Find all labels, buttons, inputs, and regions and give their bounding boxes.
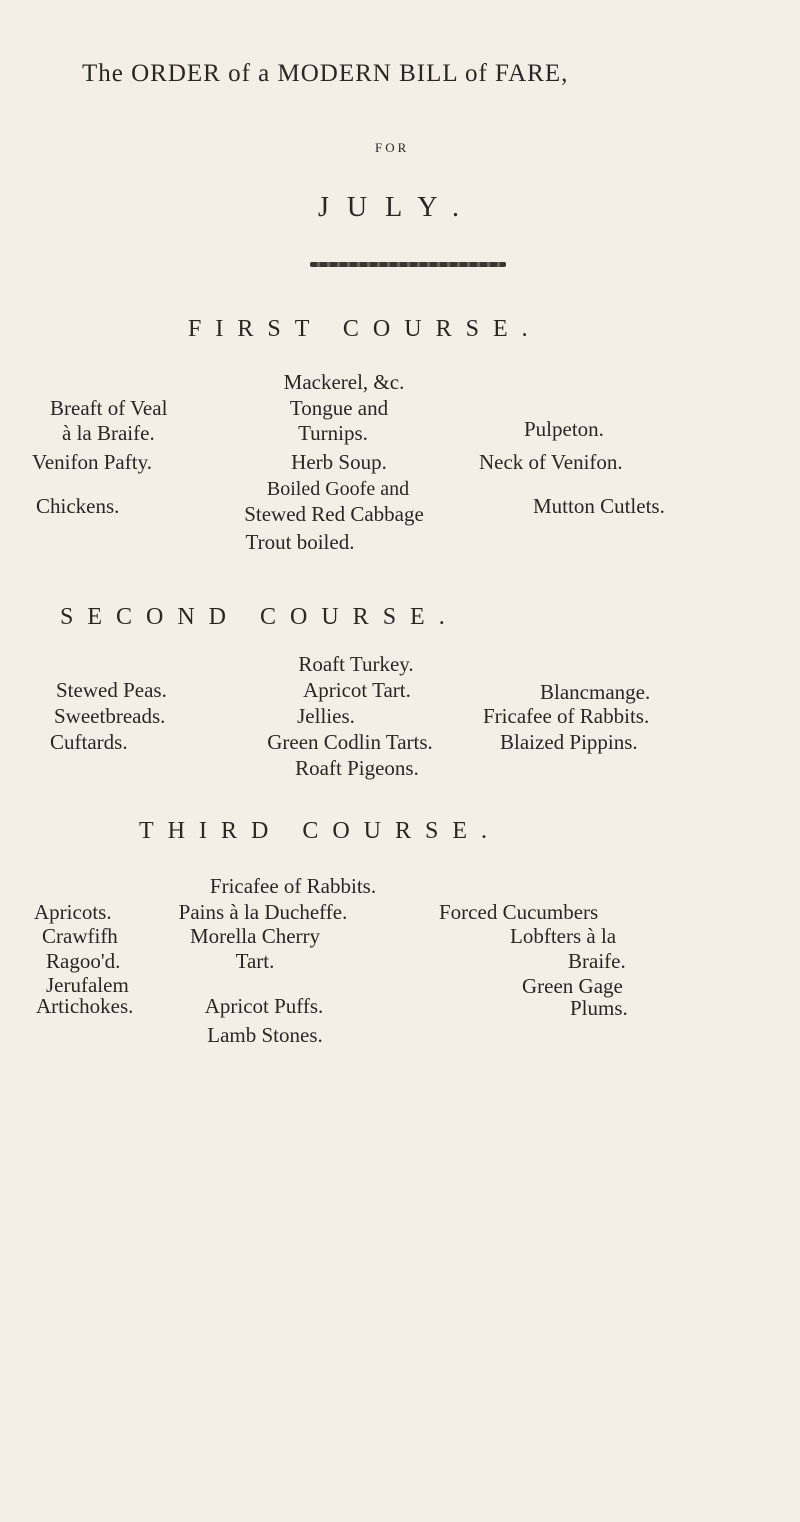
first-center-item: Tongue and <box>289 396 389 420</box>
first-center-item: Trout boiled. <box>245 530 355 554</box>
first-right-item: Pulpeton. <box>524 417 604 441</box>
first-center-item: Stewed Red Cabbage <box>244 502 424 526</box>
second-center-item: Jellies. <box>297 704 355 728</box>
third-left-item: Artichokes. <box>36 994 134 1018</box>
second-left-item: Stewed Peas. <box>56 678 167 702</box>
third-right-item: Lobfters à la <box>510 924 617 948</box>
third-left-item: Apricots. <box>34 900 112 924</box>
third-center-item: Lamb Stones. <box>207 1023 323 1047</box>
second-course-heading: SECOND COURSE. <box>60 604 459 630</box>
month-heading: JULY. <box>318 192 478 223</box>
first-center-item: Turnips. <box>298 421 368 445</box>
first-course-heading: FIRST COURSE. <box>188 316 542 342</box>
third-right-item: Braife. <box>568 949 626 973</box>
second-center-item: Roaft Turkey. <box>298 652 414 676</box>
second-right-item: Fricafee of Rabbits. <box>483 704 650 728</box>
first-left-item: à la Braife. <box>62 421 155 445</box>
third-left-item: Jerufalem <box>46 973 129 997</box>
third-center-item: Tart. <box>235 949 275 973</box>
second-center-item: Apricot Tart. <box>303 678 411 702</box>
first-right-item: Neck of Venifon. <box>479 450 623 474</box>
third-center-item: Morella Cherry <box>189 924 321 948</box>
second-center-item: Green Codlin Tarts. <box>267 730 433 754</box>
first-right-item: Mutton Cutlets. <box>533 494 665 518</box>
first-center-item: Herb Soup. <box>291 450 387 474</box>
for-label: FOR <box>375 140 410 155</box>
first-left-item: Chickens. <box>36 494 120 518</box>
ornamental-rule <box>310 262 506 267</box>
third-right-item: Forced Cucumbers <box>439 900 599 924</box>
first-center-item: Boiled Goofe and <box>266 478 410 500</box>
third-course-heading: THIRD COURSE. <box>139 818 502 844</box>
second-center-item: Roaft Pigeons. <box>295 756 419 780</box>
first-left-item: Breaft of Veal <box>50 396 168 420</box>
second-right-item: Blaized Pippins. <box>500 730 638 754</box>
third-left-item: Ragoo'd. <box>46 949 121 973</box>
third-center-item: Pains à la Ducheffe. <box>178 900 348 924</box>
first-left-item: Venifon Pafty. <box>32 450 152 474</box>
second-left-item: Sweetbreads. <box>54 704 166 728</box>
third-left-item: Crawfifh <box>42 924 118 948</box>
page-title: The ORDER of a MODERN BILL of FARE, <box>82 60 569 87</box>
third-right-item: Plums. <box>570 996 628 1020</box>
first-center-item: Mackerel, &c. <box>283 370 405 394</box>
second-left-item: Cuftards. <box>50 730 128 754</box>
third-center-item: Apricot Puffs. <box>204 994 324 1018</box>
second-right-item: Blancmange. <box>540 680 651 704</box>
third-center-item: Fricafee of Rabbits. <box>209 874 377 898</box>
third-right-item: Green Gage <box>522 974 623 998</box>
